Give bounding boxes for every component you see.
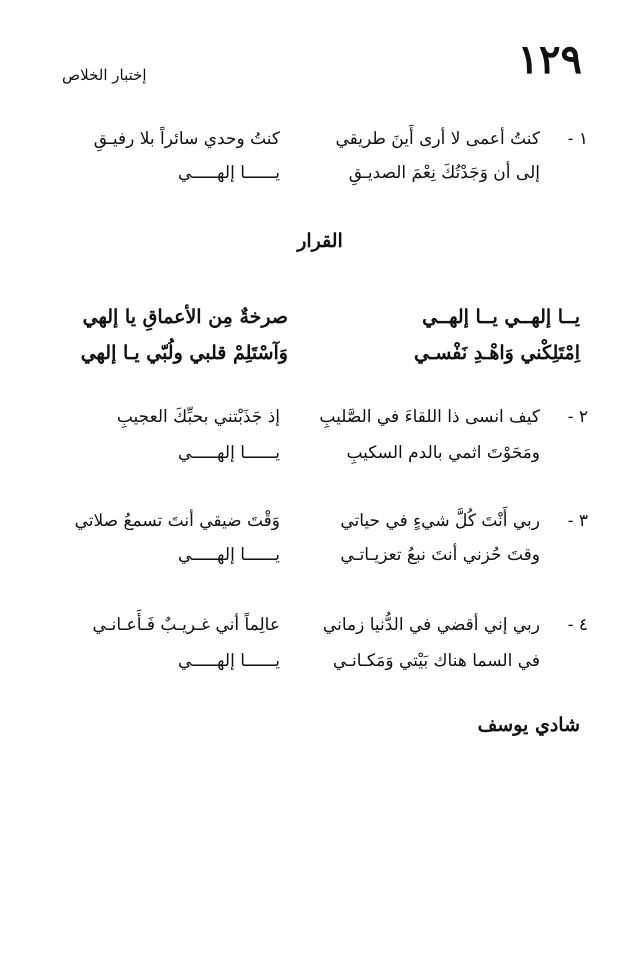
- verse-line: عالِماً أني غـريـبٌ فَـأَعـانـي: [92, 615, 280, 635]
- page-number: ١٢٩: [517, 36, 582, 83]
- verse-line: وقتَ حُزني أنتَ نبعُ تعزيـاتـي: [340, 545, 540, 565]
- chorus-line: وَآسْتَلِمْ قلبي ولُبّي يـا إلهي: [80, 342, 288, 364]
- verse-line: كيف انسى ذا اللقاءَ في الصَّليبِ: [319, 407, 540, 427]
- verse-number: ١ -: [567, 129, 588, 149]
- refrain-line: يــــــا إلهـــــي: [177, 163, 280, 183]
- refrain-line: يــــــا إلهـــــي: [177, 651, 280, 671]
- verse-line: إلى أن وَجَدْتُكَ نِعْمَ الصديـقِ: [348, 163, 540, 183]
- verse-number: ٣ -: [567, 511, 588, 531]
- verse-line: وَقْتَ ضيقي أنتَ تسمعُ صلاتي: [74, 511, 280, 531]
- chorus-line: يــا إلهــي يــا إلهــي: [422, 306, 580, 328]
- verse-number: ٢ -: [567, 407, 588, 427]
- verse-line: كنتُ أعمى لا أرى أَينَ طريقي: [335, 129, 540, 149]
- verse-line: ربي أَنْتَ كُلَّ شيءٍ في حياتي: [340, 511, 540, 531]
- chorus-line: اِمْتَلِكْني وَاهْـدِ نَفْسـي: [413, 342, 580, 364]
- verse-line: إذ جَذَبْتني بحبِّكَ العجيبِ: [116, 407, 280, 427]
- refrain-line: يــــــا إلهـــــي: [177, 443, 280, 463]
- author-name: شادي يوسف: [477, 714, 580, 736]
- verse-line: في السما هناك بَيْتي وَمَكـانـي: [332, 651, 540, 671]
- verse-line: ومَحَوْتَ اثمي بالدم السكيبِ: [346, 443, 540, 463]
- verse-line: كنتُ وحدي سائراً بلا رفيـقِ: [93, 129, 280, 149]
- running-title: إختبار الخلاص: [62, 66, 147, 84]
- chorus-title: القرار: [297, 230, 343, 252]
- verse-number: ٤ -: [567, 615, 588, 635]
- refrain-line: يــــــا إلهـــــي: [177, 545, 280, 565]
- chorus-line: صرخةٌ مِن الأعماقِ يا إلهي: [82, 306, 288, 328]
- verse-line: ربي إني أقضي في الدُّنيا زماني: [322, 615, 540, 635]
